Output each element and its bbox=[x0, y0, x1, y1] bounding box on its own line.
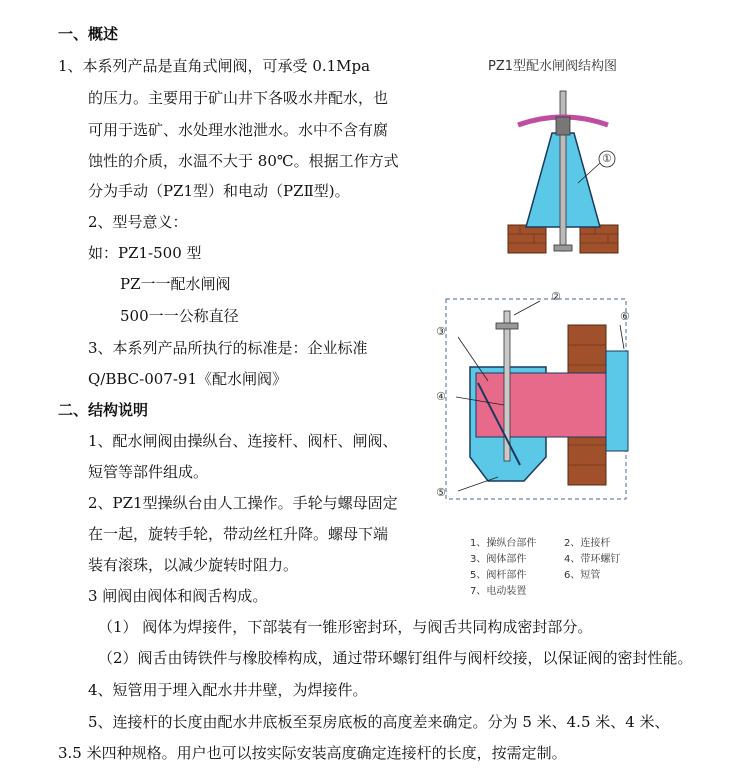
section1-p2-example: 如：PZ1-500 型 bbox=[88, 244, 202, 262]
section2-p3-sub1: （1） 阀体为焊接件，下部装有一锥形密封环，与阀舌共同构成密封部分。 bbox=[98, 618, 593, 636]
section1-heading: 一、概述 bbox=[58, 25, 119, 43]
legend-item-1: 1、操纵台部件 bbox=[470, 538, 537, 549]
section2-p1-line1: 1、配水闸阀由操纵台、连接杆、阀杆、闸阀、 bbox=[88, 432, 398, 450]
section1-p3-line2: Q/BBC-007-91《配水闸阀》 bbox=[88, 370, 288, 388]
section1-p3-line1: 3、本系列产品所执行的标准是：企业标准 bbox=[88, 339, 368, 357]
section2-p2-line1: 2、PZ1型操纵台由人工操作。手轮与螺母固定 bbox=[88, 494, 398, 512]
legend-item-5: 5、阀杆部件 bbox=[470, 570, 527, 581]
legend-item-3: 3、阀体部件 bbox=[470, 554, 527, 565]
section2-p2-line3: 装有滚珠，以减少旋转时阻力。 bbox=[88, 556, 299, 574]
section2-p3: 3 闸阀由阀体和阀舌构成。 bbox=[88, 587, 268, 605]
legend-item-7: 7、电动装置 bbox=[470, 586, 527, 597]
callout-3: ③ bbox=[436, 325, 446, 338]
section2-heading: 二、结构说明 bbox=[58, 401, 149, 419]
section1-p1-line5: 分为手动（PZ1型）和电动（PZⅡ型)。 bbox=[88, 182, 350, 200]
section1-p1-line3: 可用于选矿、水处理水池泄水。水中不含有腐 bbox=[88, 121, 389, 139]
section1-p1-line2: 的压力。主要用于矿山井下各吸水井配水，也 bbox=[88, 89, 389, 107]
section1-p2-def2: 500一一公称直径 bbox=[120, 307, 239, 325]
callout-5: ⑤ bbox=[436, 486, 446, 499]
section2-p3-sub2: （2）阀舌由铸铁件与橡胶棒构成，通过带环螺钉组件与阀杆绞接，以保证阀的密封性能。 bbox=[98, 649, 693, 667]
callout-2: ② bbox=[551, 290, 561, 303]
legend-item-6: 6、短管 bbox=[564, 570, 601, 581]
section2-p1-line2: 短管等部件组成。 bbox=[88, 463, 209, 481]
section2-p4: 4、短管用于埋入配水井井壁，为焊接件。 bbox=[88, 681, 368, 699]
figure-title: PZ1型配水闸阀结构图 bbox=[488, 59, 618, 74]
section1-p2-def1: PZ一一配水闸阀 bbox=[120, 275, 231, 293]
section1-p1-line1: 1、本系列产品是直角式闸阀，可承受 0.1Mpa bbox=[58, 57, 371, 75]
section1-p2: 2、型号意义： bbox=[88, 213, 188, 231]
callout-4: ④ bbox=[436, 390, 446, 403]
callout-6: ⑥ bbox=[620, 310, 630, 323]
section2-p5-line2: 3.5 米四种规格。用户也可以按实际安装高度确定连接杆的长度，按需定制。 bbox=[58, 744, 567, 762]
legend-item-4: 4、带环螺钉 bbox=[564, 554, 621, 565]
section2-p5-line1: 5、连接杆的长度由配水井底板至泵房底板的高度差来确定。分为 5 米、4.5 米、4 米、 bbox=[88, 713, 670, 731]
operating-stand-drawing bbox=[500, 85, 640, 265]
callout-1: ① bbox=[602, 152, 612, 165]
section1-p1-line4: 蚀性的介质，水温不大于 80℃。根据工作方式 bbox=[88, 152, 399, 170]
section2-p2-line2: 在一起，旋转手轮，带动丝杠升降。螺母下端 bbox=[88, 525, 389, 543]
legend-item-2: 2、连接杆 bbox=[564, 538, 611, 549]
valve-body-drawing bbox=[428, 285, 648, 510]
